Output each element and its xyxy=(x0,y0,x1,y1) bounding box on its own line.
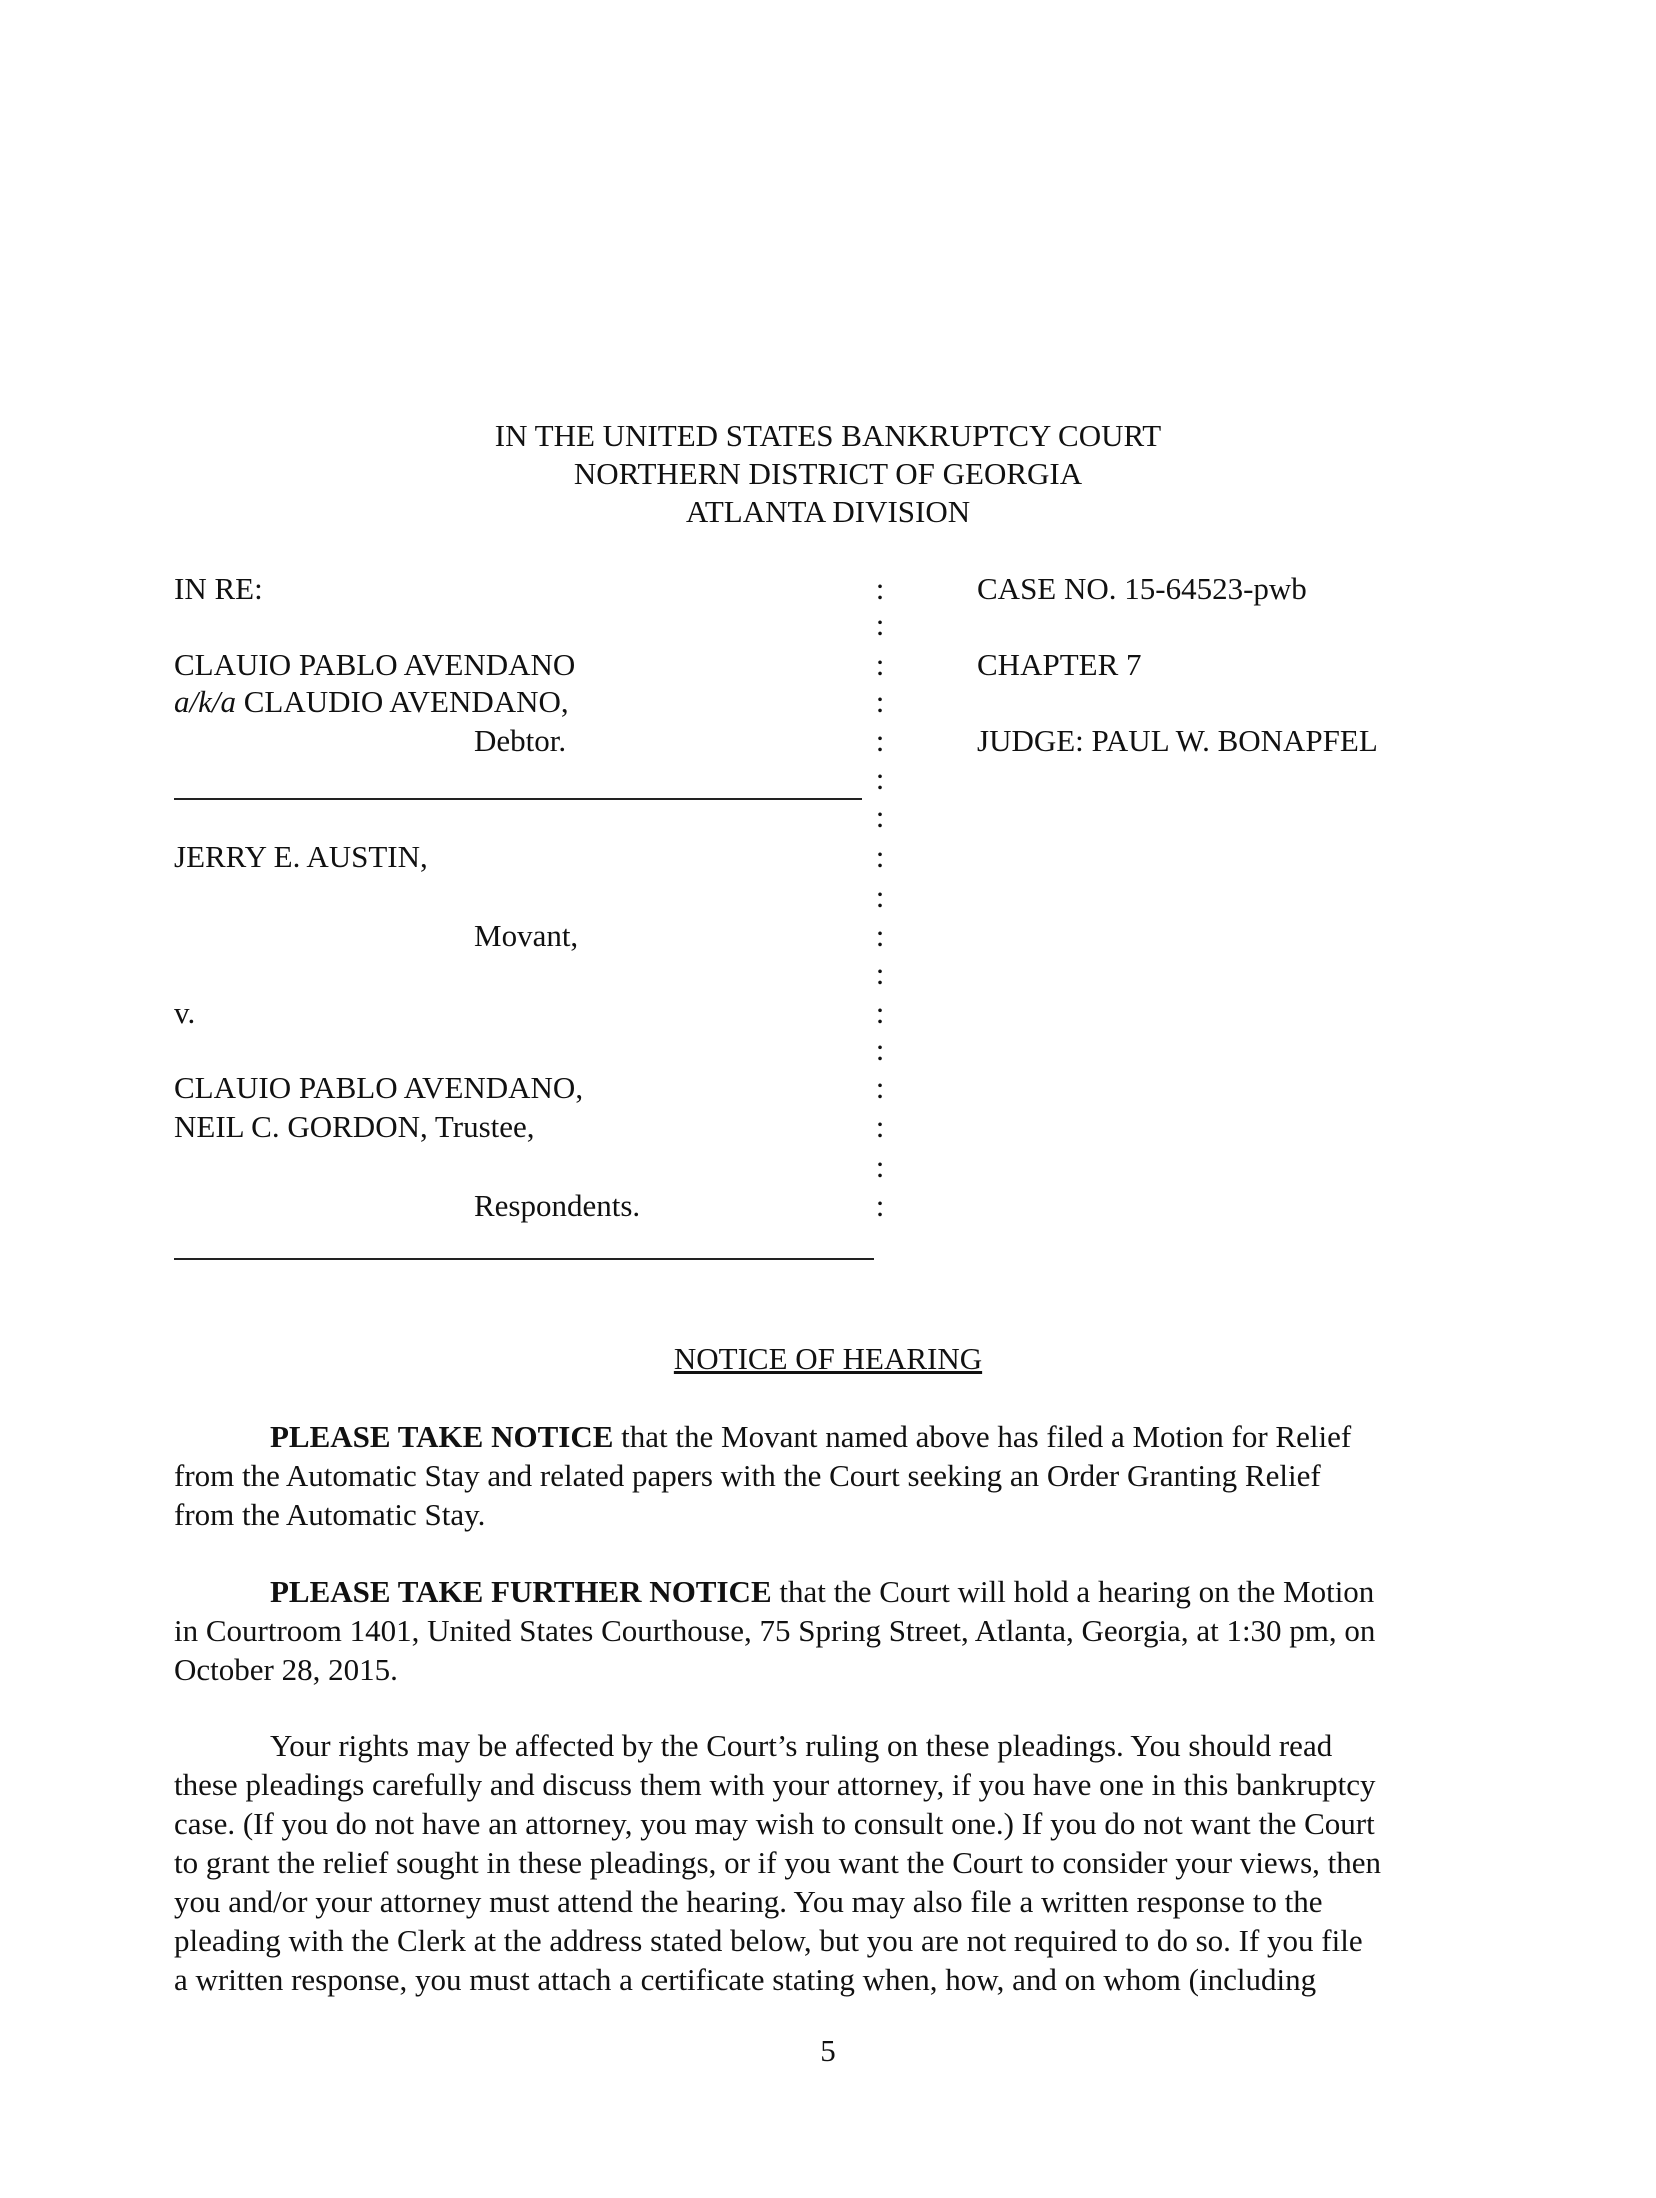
respondent-trustee: NEIL C. GORDON, Trustee, xyxy=(174,1109,535,1144)
aka-prefix: a/k/a xyxy=(174,684,236,719)
caption-colon: : xyxy=(875,839,885,874)
paragraph-line: that the Movant named above has filed a Motion for Relief xyxy=(613,1419,1352,1454)
debtor-aka xyxy=(174,683,569,721)
paragraph-line: October 28, 2015. xyxy=(174,1652,398,1687)
in-re-label: IN RE: xyxy=(174,571,263,606)
debtor-name: CLAUIO PABLO AVENDANO xyxy=(174,647,576,682)
respondent-debtor: CLAUIO PABLO AVENDANO, xyxy=(174,1070,584,1105)
notice-title: NOTICE OF HEARING xyxy=(673,1341,983,1376)
caption-colon: : xyxy=(875,607,885,642)
court-name: IN THE UNITED STATES BANKRUPTCY COURT xyxy=(494,418,1162,453)
movant-label: Movant, xyxy=(474,918,579,953)
caption-colon: : xyxy=(875,1109,885,1144)
caption-colon: : xyxy=(875,956,885,991)
caption-colon: : xyxy=(875,1032,885,1067)
notice-paragraph-1 xyxy=(174,1417,1494,1534)
caption-colon: : xyxy=(875,723,885,758)
notice-lead-bold: PLEASE TAKE NOTICE xyxy=(270,1419,614,1454)
debtor-label: Debtor. xyxy=(474,723,567,758)
caption-colon: : xyxy=(875,1188,885,1223)
caption-colon: : xyxy=(875,918,885,953)
court-district: NORTHERN DISTRICT OF GEORGIA xyxy=(573,456,1083,491)
paragraph-line: pleading with the Clerk at the address stated below, but you are not required to do so. If you file xyxy=(174,1923,1363,1958)
versus: v. xyxy=(174,995,196,1030)
court-division: ATLANTA DIVISION xyxy=(685,494,971,529)
caption-colon: : xyxy=(875,799,885,834)
paragraph-line: Your rights may be affected by the Court’s ruling on these pleadings. You should read xyxy=(270,1728,1333,1763)
caption-colon: : xyxy=(875,1149,885,1184)
notice-paragraph-3 xyxy=(174,1726,1494,1999)
paragraph-line: in Courtroom 1401, United States Courthouse, 75 Spring Street, Atlanta, Georgia, at 1:30 pm, on xyxy=(174,1613,1376,1648)
page-number: 5 xyxy=(820,2033,836,2068)
paragraph-line: from the Automatic Stay. xyxy=(174,1497,486,1532)
paragraph-line: case. (If you do not have an attorney, you may wish to consult one.) If you do not want the Court xyxy=(174,1806,1375,1841)
caption-colon: : xyxy=(875,647,885,682)
caption-colon: : xyxy=(875,761,885,796)
aka-name: CLAUDIO AVENDANO, xyxy=(243,684,569,719)
paragraph-line: from the Automatic Stay and related papers with the Court seeking an Order Granting Relief xyxy=(174,1458,1321,1493)
paragraph-line: that the Court will hold a hearing on the Motion xyxy=(771,1574,1375,1609)
notice-paragraph-2 xyxy=(174,1572,1494,1689)
chapter: CHAPTER 7 xyxy=(977,647,1142,682)
movant-name: JERRY E. AUSTIN, xyxy=(174,839,428,874)
paragraph-line: you and/or your attorney must attend the hearing. You may also file a written response to the xyxy=(174,1884,1323,1919)
caption-colon: : xyxy=(875,1070,885,1105)
caption-colon: : xyxy=(875,879,885,914)
caption-colon: : xyxy=(875,684,885,719)
judge: JUDGE: PAUL W. BONAPFEL xyxy=(977,723,1378,758)
paragraph-line: these pleadings carefully and discuss them with your attorney, if you have one in this bankruptcy xyxy=(174,1767,1376,1802)
further-notice-bold: PLEASE TAKE FURTHER NOTICE xyxy=(270,1574,772,1609)
caption-colon: : xyxy=(875,571,885,606)
caption-divider-1 xyxy=(174,798,862,800)
paragraph-line: a written response, you must attach a certificate stating when, how, and on whom (including xyxy=(174,1962,1317,1997)
caption-colon: : xyxy=(875,995,885,1030)
paragraph-line: to grant the relief sought in these pleadings, or if you want the Court to consider your views, then xyxy=(174,1845,1382,1880)
respondents-label: Respondents. xyxy=(474,1188,641,1223)
case-number: CASE NO. 15-64523-pwb xyxy=(977,571,1307,606)
caption-divider-2 xyxy=(174,1258,874,1260)
